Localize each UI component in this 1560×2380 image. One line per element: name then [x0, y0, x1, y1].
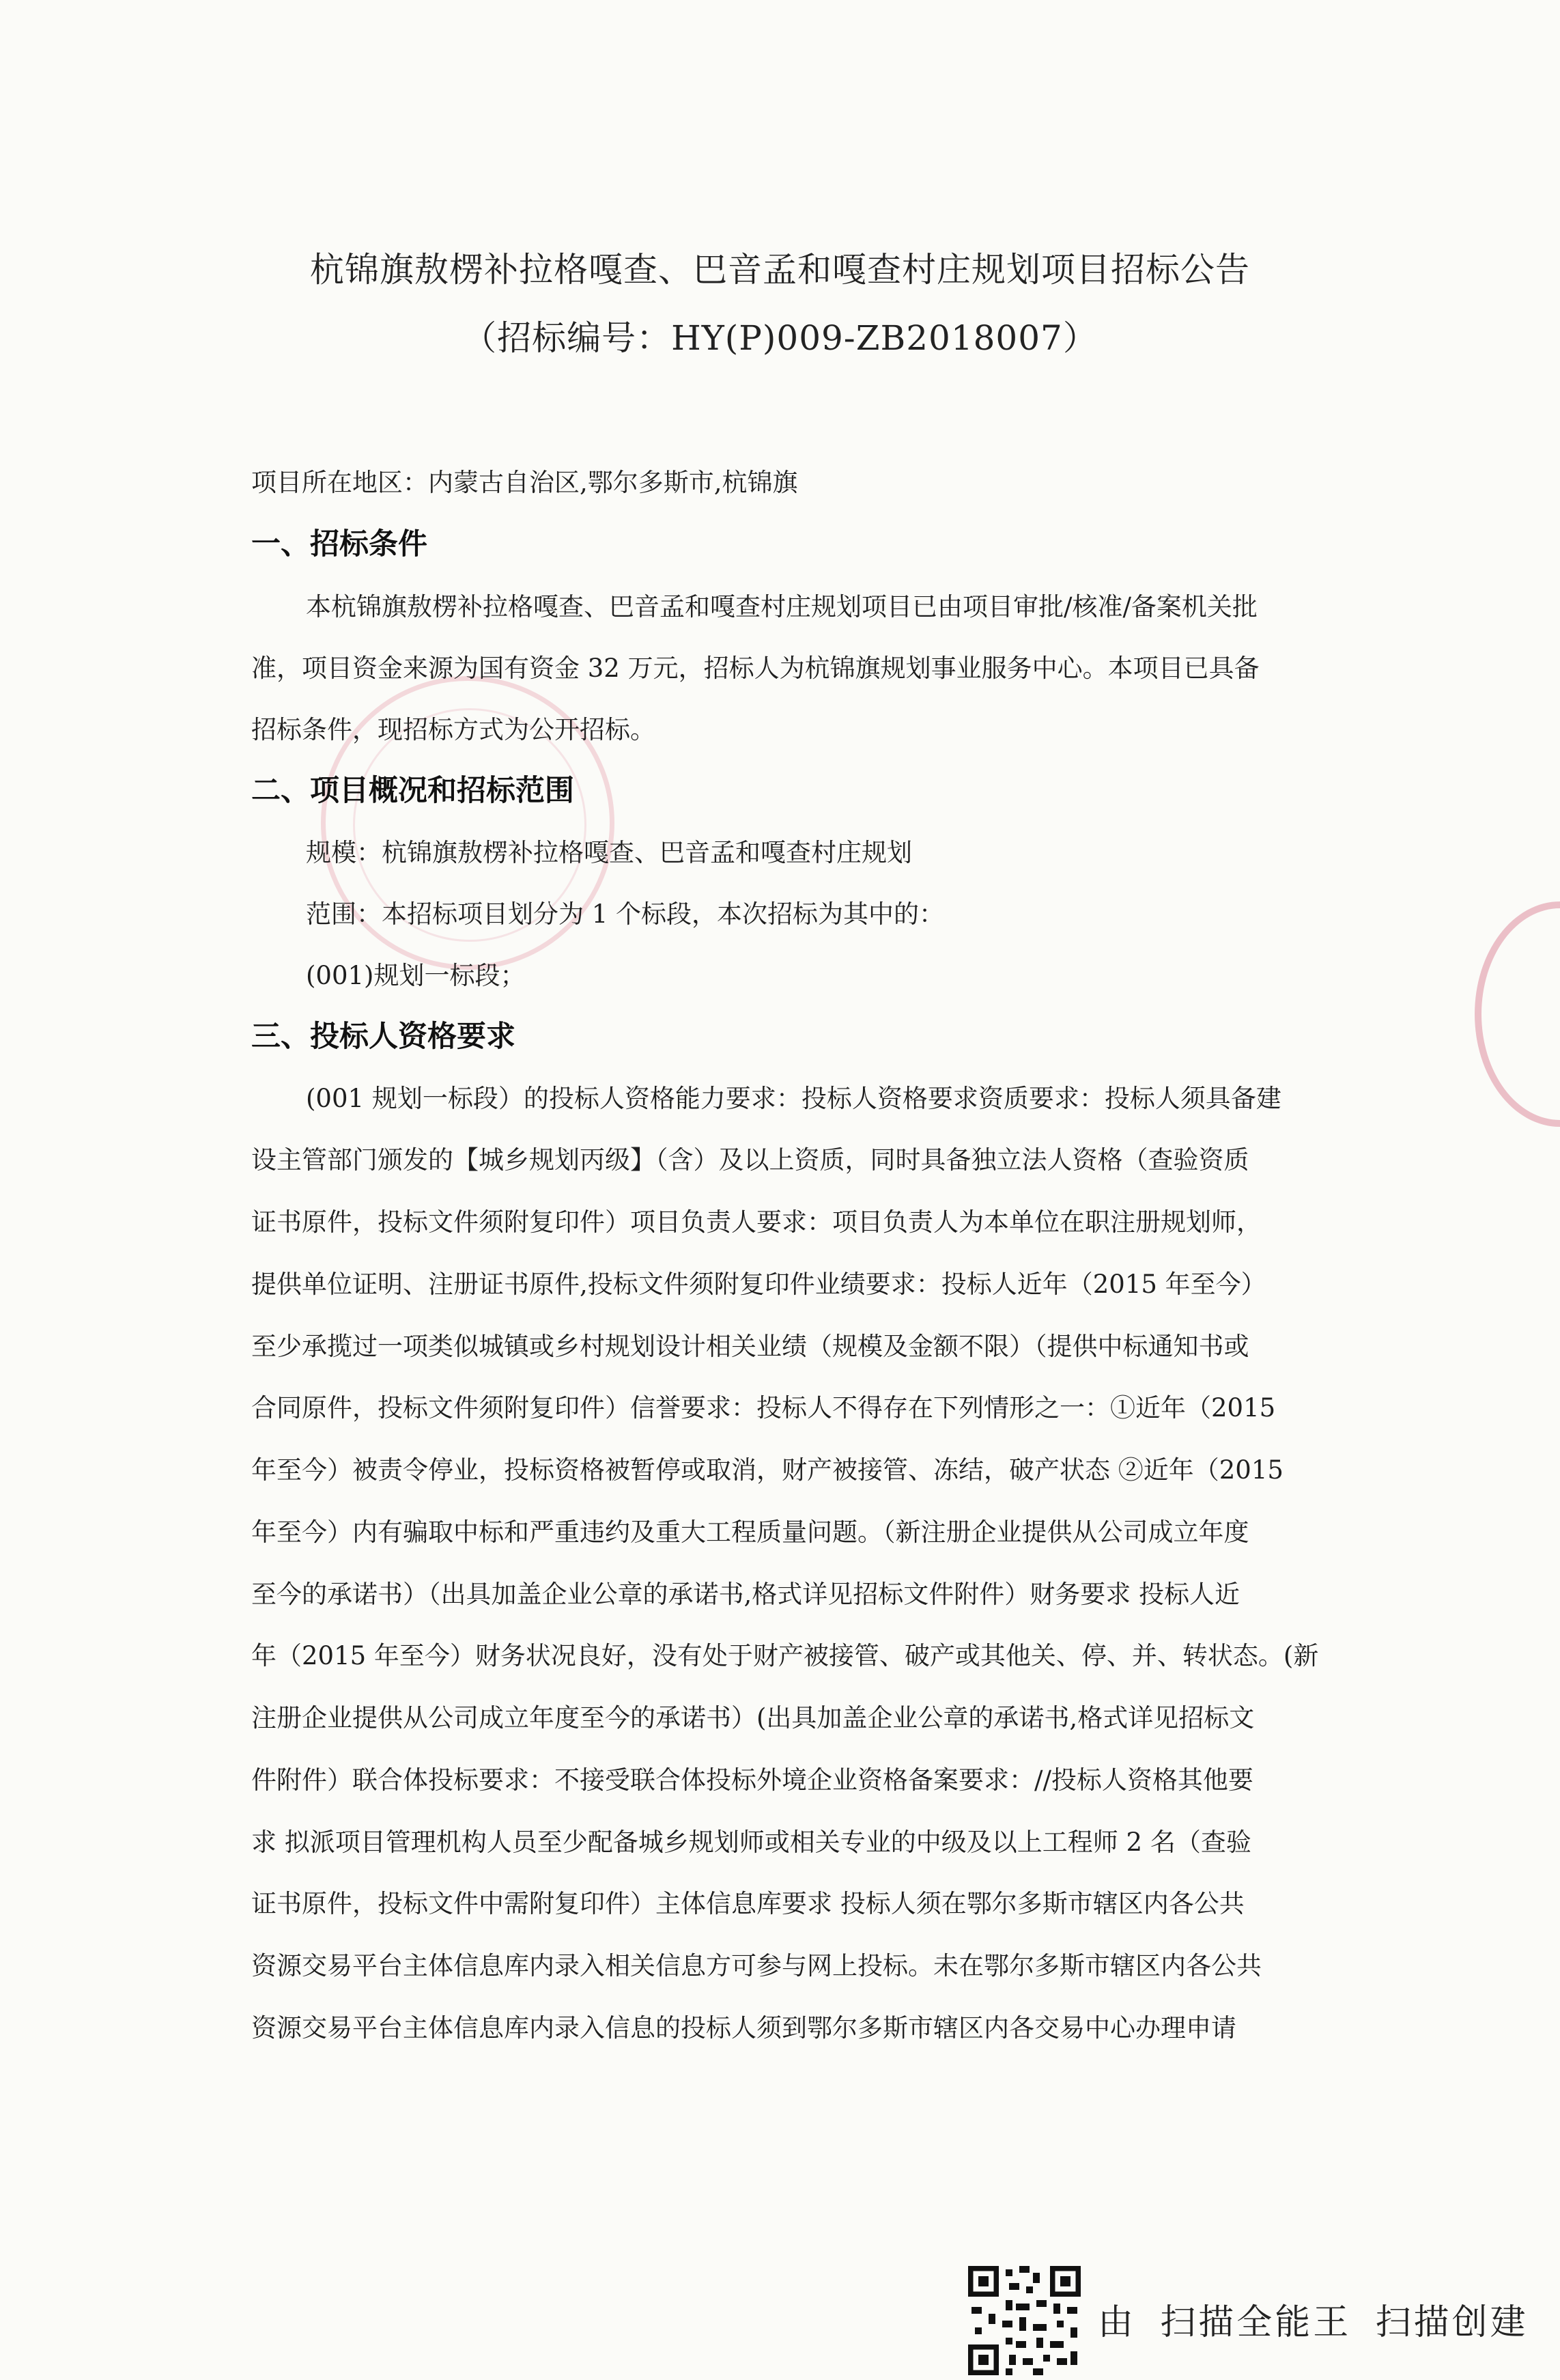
- paragraph-line: 准，项目资金来源为国有资金 32 万元，招标人为杭锦旗规划事业服务中心。本项目已具备: [251, 654, 1260, 683]
- qr-code-icon: [968, 2266, 1081, 2375]
- paragraph-line: 资源交易平台主体信息库内录入信息的投标人须到鄂尔多斯市辖区内各交易中心办理申请: [251, 2013, 1236, 2043]
- section-heading-project-overview: 二、项目概况和招标范围: [251, 774, 574, 808]
- document-title: 杭锦旗敖楞补拉格嘎查、巴音孟和嘎查村庄规划项目招标公告: [310, 250, 1250, 290]
- paragraph-line: (001)规划一标段；: [306, 961, 526, 990]
- paragraph-line: 提供单位证明、注册证书原件,投标文件须附复印件业绩要求：投标人近年（2015 年至今）: [251, 1270, 1266, 1299]
- edge-seal-stamp: [1475, 901, 1560, 1127]
- paragraph-line: 范围：本招标项目划分为 1 个标段，本次招标为其中的：: [306, 899, 945, 929]
- paragraph-line: 本杭锦旗敖楞补拉格嘎查、巴音孟和嘎查村庄规划项目已由项目审批/核准/备案机关批: [306, 592, 1258, 621]
- paragraph-line: 证书原件，投标文件须附复印件）项目负责人要求：项目负责人为本单位在职注册规划师，: [251, 1207, 1262, 1237]
- section-heading-qualification: 三、投标人资格要求: [251, 1020, 515, 1054]
- paragraph-line: 求 拟派项目管理机构人员至少配备城乡规划师或相关专业的中级及以上工程师 2 名（查验: [251, 1828, 1251, 1857]
- paragraph-line: 证书原件，投标文件中需附复印件）主体信息库要求 投标人须在鄂尔多斯市辖区内各公共: [251, 1889, 1245, 1918]
- paragraph-line: 年（2015 年至今）财务状况良好，没有处于财产被接管、破产或其他关、停、并、转状态。(新: [251, 1641, 1319, 1670]
- paragraph-line: 资源交易平台主体信息库内录入相关信息方可参与网上投标。未在鄂尔多斯市辖区内各公共: [251, 1951, 1262, 1980]
- paragraph-line: 年至今）内有骗取中标和严重违约及重大工程质量问题。（新注册企业提供从公司成立年度: [251, 1517, 1249, 1547]
- project-location: 项目所在地区：内蒙古自治区,鄂尔多斯市,杭锦旗: [251, 468, 798, 497]
- paragraph-line: 规模：杭锦旗敖楞补拉格嘎查、巴音孟和嘎查村庄规划: [306, 838, 912, 867]
- section-heading-bid-conditions: 一、招标条件: [251, 527, 427, 561]
- paragraph-line: 件附件）联合体投标要求：不接受联合体投标外境企业资格备案要求：//投标人资格其他要: [251, 1765, 1253, 1795]
- paragraph-line: 招标条件，现招标方式为公开招标。: [251, 715, 655, 744]
- paragraph-line: 合同原件，投标文件须附复印件）信誉要求：投标人不得存在下列情形之一：①近年（2015: [251, 1393, 1276, 1423]
- scanner-watermark: 由 扫描全能王 扫描创建: [1098, 2302, 1529, 2343]
- paragraph-line: 至少承揽过一项类似城镇或乡村规划设计相关业绩（规模及金额不限）（提供中标通知书或: [251, 1332, 1249, 1361]
- paragraph-line: 注册企业提供从公司成立年度至今的承诺书）(出具加盖企业公章的承诺书,格式详见招标文: [251, 1703, 1255, 1733]
- paragraph-line: 设主管部门颁发的【城乡规划丙级】（含）及以上资质，同时具备独立法人资格（查验资质: [251, 1145, 1249, 1175]
- paragraph-line: (001 规划一标段）的投标人资格能力要求：投标人资格要求资质要求：投标人须具备建: [306, 1084, 1281, 1113]
- bid-number: （招标编号：HY(P)009-ZB2018007）: [462, 318, 1098, 358]
- paragraph-line: 年至今）被责令停业，投标资格被暂停或取消，财产被接管、冻结，破产状态 ②近年（2015: [251, 1455, 1284, 1485]
- paragraph-line: 至今的承诺书）（出具加盖企业公章的承诺书,格式详见招标文件附件）财务要求 投标人近: [251, 1580, 1240, 1609]
